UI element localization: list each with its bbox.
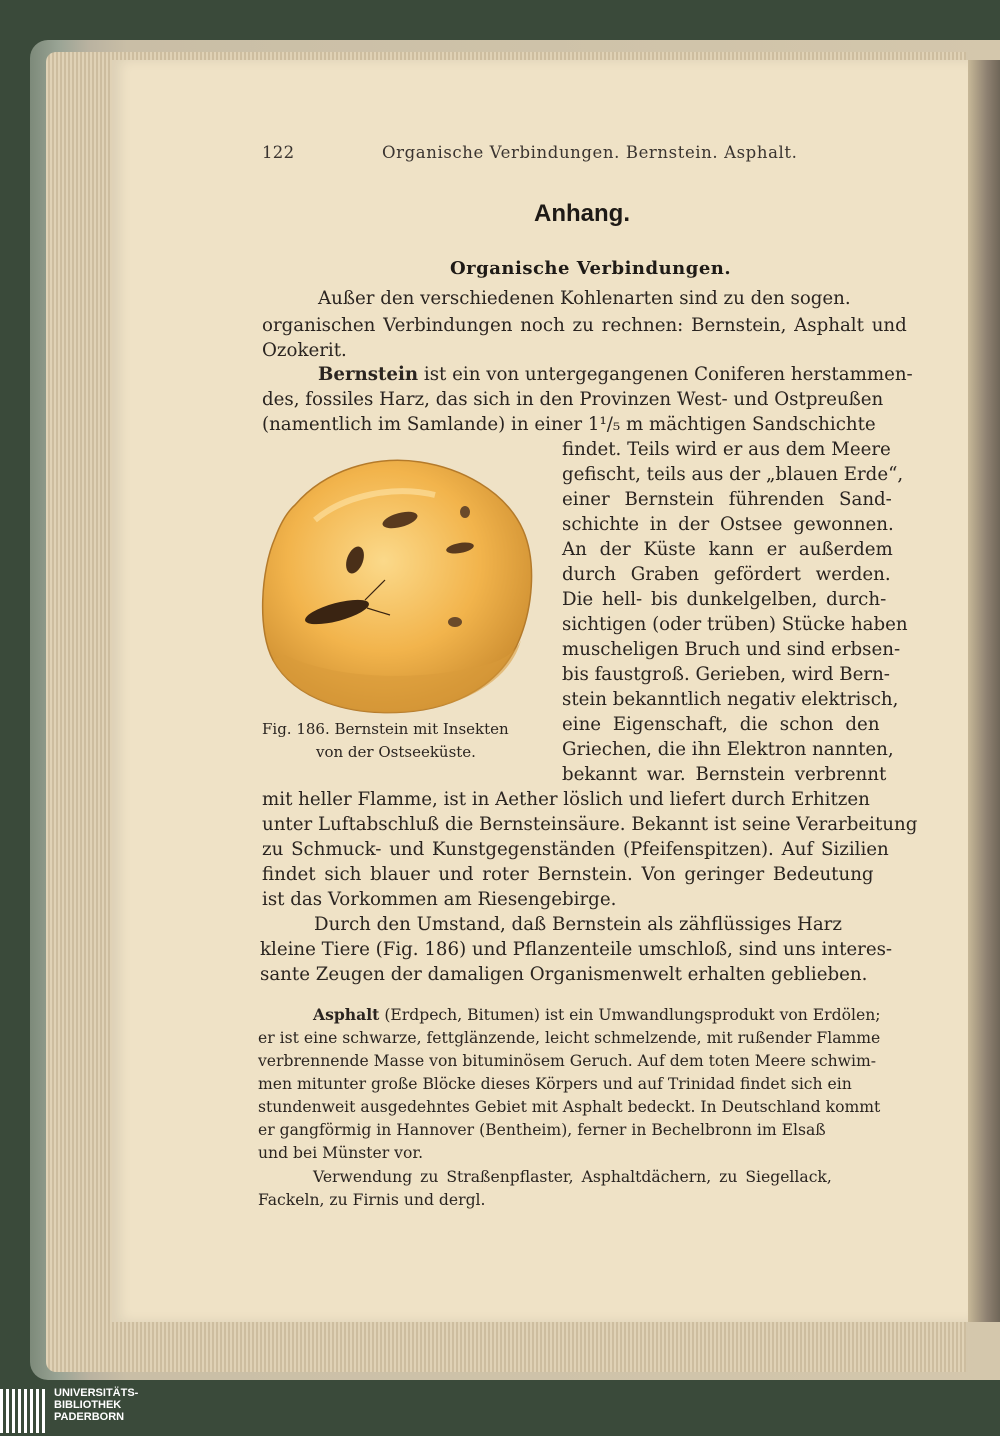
para2-line: ist das Vorkommen am Riesengebirge. xyxy=(262,889,617,910)
para2-line: unter Luftabschluß die Bernsteinsäure. Bekannt ist seine Verarbeitung xyxy=(262,814,918,835)
para2-line1-rest: ist ein von untergegangenen Coniferen herstammen- xyxy=(418,364,913,385)
book-spine-shadow xyxy=(968,60,1000,1322)
asphalt-line: stundenweit ausgedehntes Gebiet mit Asphalt bedeckt. In Deutschland kommt xyxy=(258,1098,881,1116)
asphalt-usage-line: Fackeln, zu Firnis und dergl. xyxy=(258,1191,486,1209)
wrap-line: bis faustgroß. Gerieben, wird Bern- xyxy=(562,664,890,685)
wrap-line: einer Bernstein führenden Sand- xyxy=(562,489,892,510)
main-heading: Anhang. xyxy=(534,200,630,227)
figure-caption-line2: von der Ostseeküste. xyxy=(316,743,476,761)
wrap-line: durch Graben gefördert werden. xyxy=(562,564,891,585)
para3-line: sante Zeugen der damaligen Organismenwelt erhalten geblieben. xyxy=(260,964,868,985)
asphalt-line xyxy=(313,1005,881,1024)
asphalt-line: verbrennende Masse von bituminösem Geruch. Auf dem toten Meere schwim- xyxy=(258,1052,877,1070)
asphalt-line: men mitunter große Blöcke dieses Körpers und auf Trinidad findet sich ein xyxy=(258,1075,852,1093)
wrap-line: schichte in der Ostsee gewonnen. xyxy=(562,514,894,535)
library-name-line1: UNIVERSITÄTS- xyxy=(54,1387,139,1399)
para1-line: Außer den verschiedenen Kohlenarten sind zu den sogen. xyxy=(318,288,851,309)
asphalt-line: und bei Münster vor. xyxy=(258,1144,424,1162)
wrap-line: bekannt war. Bernstein verbrennt xyxy=(562,764,887,785)
wrap-line: muscheligen Bruch und sind erbsen- xyxy=(562,639,901,660)
bold-term-bernstein: Bernstein xyxy=(318,364,419,385)
para3-line: Durch den Umstand, daß Bernstein als zähflüssiges Harz xyxy=(314,914,842,935)
amber-with-insects-illustration xyxy=(255,450,540,720)
para3-line: kleine Tiere (Fig. 186) und Pflanzenteile umschloß, sind uns interes- xyxy=(260,939,893,960)
para1-line: Ozokerit. xyxy=(262,340,347,361)
para2-line: findet sich blauer und roter Bernstein. Von geringer Bedeutung xyxy=(262,864,874,885)
para2-line xyxy=(318,364,913,385)
wrap-line: An der Küste kann er außerdem xyxy=(562,539,893,560)
wrap-line: Die hell- bis dunkelgelben, durch- xyxy=(562,589,887,610)
wrap-line: stein bekanntlich negativ elektrisch, xyxy=(562,689,899,710)
library-logo-bars-icon xyxy=(0,1389,48,1433)
bold-term-asphalt: Asphalt xyxy=(313,1005,380,1024)
library-name-line3: PADERBORN xyxy=(54,1411,125,1423)
para2-line: zu Schmuck- und Kunstgegenständen (Pfeifenspitzen). Auf Sizilien xyxy=(262,839,889,860)
para2-line: des, fossiles Harz, das sich in den Provinzen West- und Ostpreußen xyxy=(262,389,884,410)
para2-line: (namentlich im Samlande) in einer 1¹/₅ m mächtigen Sandschichte xyxy=(262,414,876,435)
asphalt-line1-rest: (Erdpech, Bitumen) ist ein Umwandlungsprodukt von Erdölen; xyxy=(379,1006,881,1024)
para2-line: mit heller Flamme, ist in Aether löslich und liefert durch Erhitzen xyxy=(262,789,870,810)
asphalt-line: er ist eine schwarze, fettglänzende, leicht schmelzende, mit rußender Flamme xyxy=(258,1029,881,1047)
library-logo-text xyxy=(54,1387,138,1423)
library-name-line2: BIBLIOTHEK xyxy=(54,1399,122,1411)
asphalt-line: er gangförmig in Hannover (Bentheim), ferner in Bechelbronn im Elsaß xyxy=(258,1121,826,1139)
page-number: 122 xyxy=(262,143,295,162)
wrap-line: eine Eigenschaft, die schon den xyxy=(562,714,880,735)
wrap-line: Griechen, die ihn Elektron nannten, xyxy=(562,739,894,760)
wrap-line: sichtigen (oder trüben) Stücke haben xyxy=(562,614,908,635)
library-logo-strip xyxy=(0,1385,1000,1436)
section-heading: Organische Verbindungen. xyxy=(450,258,732,279)
asphalt-usage-line: Verwendung zu Straßenpflaster, Asphaltdächern, zu Siegellack, xyxy=(313,1168,832,1186)
figure-caption-line1: Fig. 186. Bernstein mit Insekten xyxy=(262,720,509,738)
wrap-line: findet. Teils wird er aus dem Meere xyxy=(562,439,891,460)
para1-line: organischen Verbindungen noch zu rechnen: Bernstein, Asphalt und xyxy=(262,315,907,336)
wrap-line: gefischt, teils aus der „blauen Erde“, xyxy=(562,464,904,485)
running-title: Organische Verbindungen. Bernstein. Asphalt. xyxy=(382,143,798,162)
